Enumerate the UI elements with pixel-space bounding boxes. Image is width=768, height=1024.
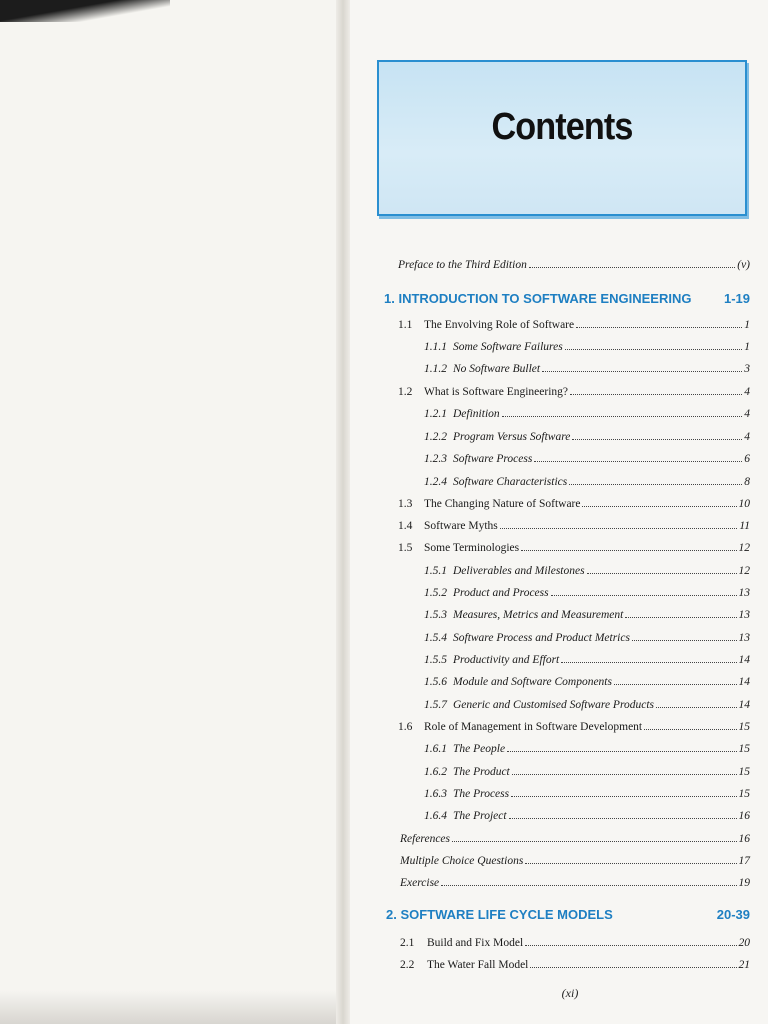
toc-entry-title: The Project [453, 810, 507, 822]
toc-entry-page: 12 [738, 542, 750, 554]
toc-entry-title: Software Myths [424, 520, 498, 532]
toc-entry-title: Program Versus Software [453, 431, 571, 443]
toc-entry-page: 21 [738, 959, 750, 971]
toc-entry[interactable] [424, 609, 750, 621]
toc-entry-page: 12 [738, 565, 750, 577]
toc-entry-title: Role of Management in Software Development [424, 721, 643, 733]
toc-entry-number: 1.2 [398, 386, 413, 398]
leader-dots [512, 774, 737, 775]
toc-entry[interactable] [424, 476, 750, 488]
toc-entry-title: The Product [453, 766, 510, 778]
page-number: (xi) [561, 986, 579, 1000]
toc-entry-number: 1.5.1 [424, 565, 447, 577]
toc-entry-page: 16 [738, 833, 750, 845]
toc-entry-title: What is Software Engineering? [424, 386, 569, 398]
toc-entry[interactable] [424, 788, 750, 800]
toc-entry-number: 2.2 [400, 959, 415, 971]
toc-entry[interactable] [400, 959, 750, 971]
toc-entry-number: 1.6.3 [424, 788, 447, 800]
toc-entry-page: 4 [744, 431, 750, 443]
toc-entry-number: 1.5.2 [424, 587, 447, 599]
toc-entry-number: 1.5.3 [424, 609, 447, 621]
leader-dots [614, 684, 737, 685]
toc-entry[interactable] [398, 498, 750, 510]
toc-entry-page: 15 [738, 766, 750, 778]
toc-entry-number: 1.4 [398, 520, 413, 532]
toc-entry-page: 15 [738, 743, 750, 755]
toc-entry[interactable] [424, 654, 750, 666]
leader-dots [625, 617, 736, 618]
leader-dots [511, 796, 736, 797]
leader-dots [576, 327, 742, 328]
toc-entry-title: Definition [453, 408, 500, 420]
toc-entry-page: 14 [738, 699, 750, 711]
toc-entry-number: 1.5.4 [424, 632, 447, 644]
toc-entry-title: Build and Fix Model [427, 937, 524, 949]
toc-entry-mcq[interactable] [400, 855, 750, 867]
toc-entry-title: Module and Software Components [453, 676, 612, 688]
toc-entry-title: Generic and Customised Software Products [453, 699, 655, 711]
chapter-heading-1[interactable] [384, 291, 750, 306]
toc-entry-title: The People [453, 743, 506, 755]
toc-entry-number: 1.3 [398, 498, 413, 510]
toc-entry-title: The Envolving Role of Software [424, 319, 575, 331]
toc-entry-page: 13 [738, 587, 750, 599]
toc-entry-number: 1.5.5 [424, 654, 447, 666]
toc-entry-page: (v) [737, 259, 750, 271]
chapter-pages: 20-39 [716, 907, 750, 922]
toc-entry[interactable] [424, 699, 750, 711]
toc-entry-page: 17 [738, 855, 750, 867]
toc-entry-page: 3 [744, 363, 750, 375]
leader-dots [530, 967, 736, 968]
toc-entry-page: 1 [744, 319, 750, 331]
toc-entry-number: 1.5.7 [424, 699, 447, 711]
toc-entry-title: Exercise [400, 877, 440, 889]
toc-entry-title: Some Terminologies [424, 542, 520, 554]
leader-dots [551, 595, 737, 596]
toc-entry-title: The Changing Nature of Software [424, 498, 581, 510]
leader-dots [452, 841, 736, 842]
toc-entry[interactable] [424, 743, 750, 755]
chapter-pages: 1-19 [723, 291, 750, 306]
toc-entry-page: 11 [739, 520, 750, 532]
leader-dots [500, 528, 738, 529]
toc-entry-page: 4 [744, 408, 750, 420]
toc-entry-number: 1.6.1 [424, 743, 447, 755]
leader-dots [534, 461, 742, 462]
toc-entry-number: 1.1.2 [424, 363, 447, 375]
toc-entry-title: References [400, 833, 451, 845]
toc-entry-page: 13 [738, 609, 750, 621]
contents-title: Contents [491, 106, 633, 148]
toc-entry[interactable] [398, 319, 750, 331]
toc-entry-exercise[interactable] [400, 877, 750, 889]
toc-entry-page: 19 [738, 877, 750, 889]
leader-dots [572, 439, 742, 440]
toc-entry[interactable] [424, 453, 750, 465]
toc-entry[interactable] [398, 386, 750, 398]
toc-entry[interactable] [424, 565, 750, 577]
toc-entry-number: 1.2.4 [424, 476, 447, 488]
toc-entry[interactable] [424, 676, 750, 688]
toc-entry-page: 20 [738, 937, 750, 949]
toc-entry[interactable] [424, 766, 750, 778]
toc-entry-page: 10 [738, 498, 750, 510]
toc-entry-title: Preface to the Third Edition [398, 259, 527, 271]
toc-entry-number: 2.1 [400, 937, 415, 949]
toc-entry[interactable] [424, 810, 750, 822]
chapter-heading-2[interactable] [386, 907, 750, 922]
toc-entry-page: 6 [744, 453, 750, 465]
toc-entry[interactable] [424, 408, 750, 420]
toc-entry[interactable] [398, 721, 750, 733]
toc-entry-title: Product and Process [453, 587, 549, 599]
toc-entry[interactable] [424, 341, 750, 353]
leader-dots [441, 885, 736, 886]
leader-dots [521, 550, 736, 551]
leader-dots [565, 349, 743, 350]
toc-entry-number: 1.1 [398, 319, 413, 331]
leader-dots [656, 707, 736, 708]
toc-entry-page: 16 [738, 810, 750, 822]
leader-dots [529, 267, 735, 268]
toc-entry-number: 1.5 [398, 542, 413, 554]
toc-entry-page: 14 [738, 676, 750, 688]
toc-entry[interactable] [398, 520, 750, 532]
leader-dots [542, 371, 742, 372]
toc-entry-title: Software Process [453, 453, 533, 465]
toc-entry-title: Multiple Choice Questions [400, 855, 524, 867]
leader-dots [525, 863, 736, 864]
toc-entry[interactable] [400, 937, 750, 949]
toc-entry-title: Software Characteristics [453, 476, 568, 488]
toc-entry[interactable] [424, 632, 750, 644]
toc-entry-title: Productivity and Effort [453, 654, 560, 666]
toc-entry-page: 15 [738, 788, 750, 800]
toc-entry-title: The Water Fall Model [427, 959, 529, 971]
toc-entry-number: 1.6.4 [424, 810, 447, 822]
leader-dots [509, 818, 737, 819]
leader-dots [502, 416, 743, 417]
toc-entry-page: 4 [744, 386, 750, 398]
leader-dots [587, 573, 737, 574]
leader-dots [507, 751, 736, 752]
leader-dots [632, 640, 737, 641]
chapter-title: 2. SOFTWARE LIFE CYCLE MODELS [386, 907, 613, 922]
toc-entry-references[interactable] [400, 833, 750, 845]
toc-entry-number: 1.5.6 [424, 676, 447, 688]
toc-entry-number: 1.6 [398, 721, 413, 733]
toc-entry-page: 14 [738, 654, 750, 666]
leader-dots [569, 484, 742, 485]
leader-dots [644, 729, 736, 730]
toc-entry-preface[interactable] [398, 259, 750, 271]
leader-dots [561, 662, 736, 663]
toc-entry-page: 8 [744, 476, 750, 488]
toc-entry[interactable] [424, 587, 750, 599]
toc-entry-number: 1.1.1 [424, 341, 447, 353]
chapter-title: 1. INTRODUCTION TO SOFTWARE ENGINEERING [384, 291, 692, 306]
toc-entry-title: The Process [453, 788, 510, 800]
toc-entry-number: 1.2.3 [424, 453, 447, 465]
toc-entry-title: Measures, Metrics and Measurement [453, 609, 624, 621]
toc-entry-title: Some Software Failures [453, 341, 563, 353]
toc-entry-number: 1.2.1 [424, 408, 447, 420]
leader-dots [570, 394, 742, 395]
toc-entry[interactable] [424, 363, 750, 375]
toc-entry-page: 1 [744, 341, 750, 353]
toc-entry-number: 1.2.2 [424, 431, 447, 443]
toc-entry-title: No Software Bullet [453, 363, 541, 375]
toc-entry[interactable] [424, 431, 750, 443]
toc-entry-title: Deliverables and Milestones [453, 565, 585, 577]
leader-dots [582, 506, 736, 507]
toc-entry-page: 15 [738, 721, 750, 733]
toc-entry[interactable] [398, 542, 750, 554]
toc-entry-number: 1.6.2 [424, 766, 447, 778]
leader-dots [525, 945, 736, 946]
toc-entry-title: Software Process and Product Metrics [453, 632, 630, 644]
toc-entry-page: 13 [738, 632, 750, 644]
